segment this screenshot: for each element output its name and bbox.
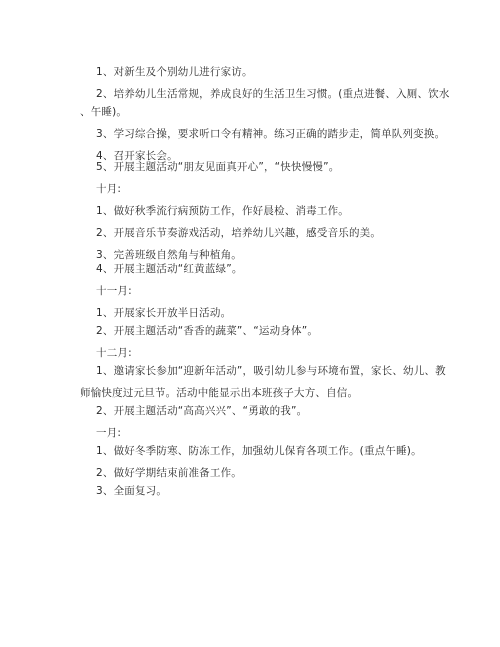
text-line: 2、做好学期结束前准备工作。 (96, 467, 242, 479)
text-line: 2、开展音乐节奏游戏活动，培养幼儿兴趣，感受音乐的美。 (96, 227, 382, 239)
text-line: 4、召开家长会。 (96, 150, 178, 162)
text-line: 2、开展主题活动“高高兴兴”、“勇敢的我”。 (96, 405, 308, 417)
text-line: 1、开展家长开放半日活动。 (96, 307, 232, 319)
text-line: 3、完善班级自然角与种植角。 (96, 249, 242, 261)
text-line: 、午睡)。 (80, 106, 128, 118)
section-heading: 十一月: (96, 285, 132, 297)
text-line: 4、开展主题活动“红黄蓝绿”。 (96, 263, 243, 275)
text-line: 2、培养幼儿生活常规，养成良好的生活卫生习惯。(重点进餐、入厕、饮水 (96, 88, 450, 100)
text-line: 3、学习综合操，要求听口令有精神。练习正确的踏步走，简单队列变换。 (96, 128, 446, 140)
text-line: 1、对新生及个别幼儿进行家访。 (96, 66, 253, 78)
text-line: 5、开展主题活动“朋友见面真开心”，“快快慢慢”。 (96, 161, 340, 173)
text-line: 3、全面复习。 (96, 485, 168, 497)
text-line: 师愉快度过元旦节。活动中能显示出本班孩子大方、自信。 (80, 387, 359, 399)
section-heading: 一月: (96, 427, 122, 439)
section-heading: 十二月: (96, 347, 132, 359)
text-line: 2、开展主题活动“香香的蔬菜”、“运动身体”。 (96, 325, 319, 337)
section-heading: 十月: (96, 183, 122, 195)
text-line: 1、做好秋季流行病预防工作，作好晨检、消毒工作。 (96, 205, 349, 217)
text-line: 1、做好冬季防寒、防冻工作，加强幼儿保育各项工作。(重点午睡)。 (96, 445, 422, 457)
text-line: 1、邀请家长参加“迎新年活动”，吸引幼儿参与环境布置，家长、幼儿、教 (96, 365, 446, 377)
